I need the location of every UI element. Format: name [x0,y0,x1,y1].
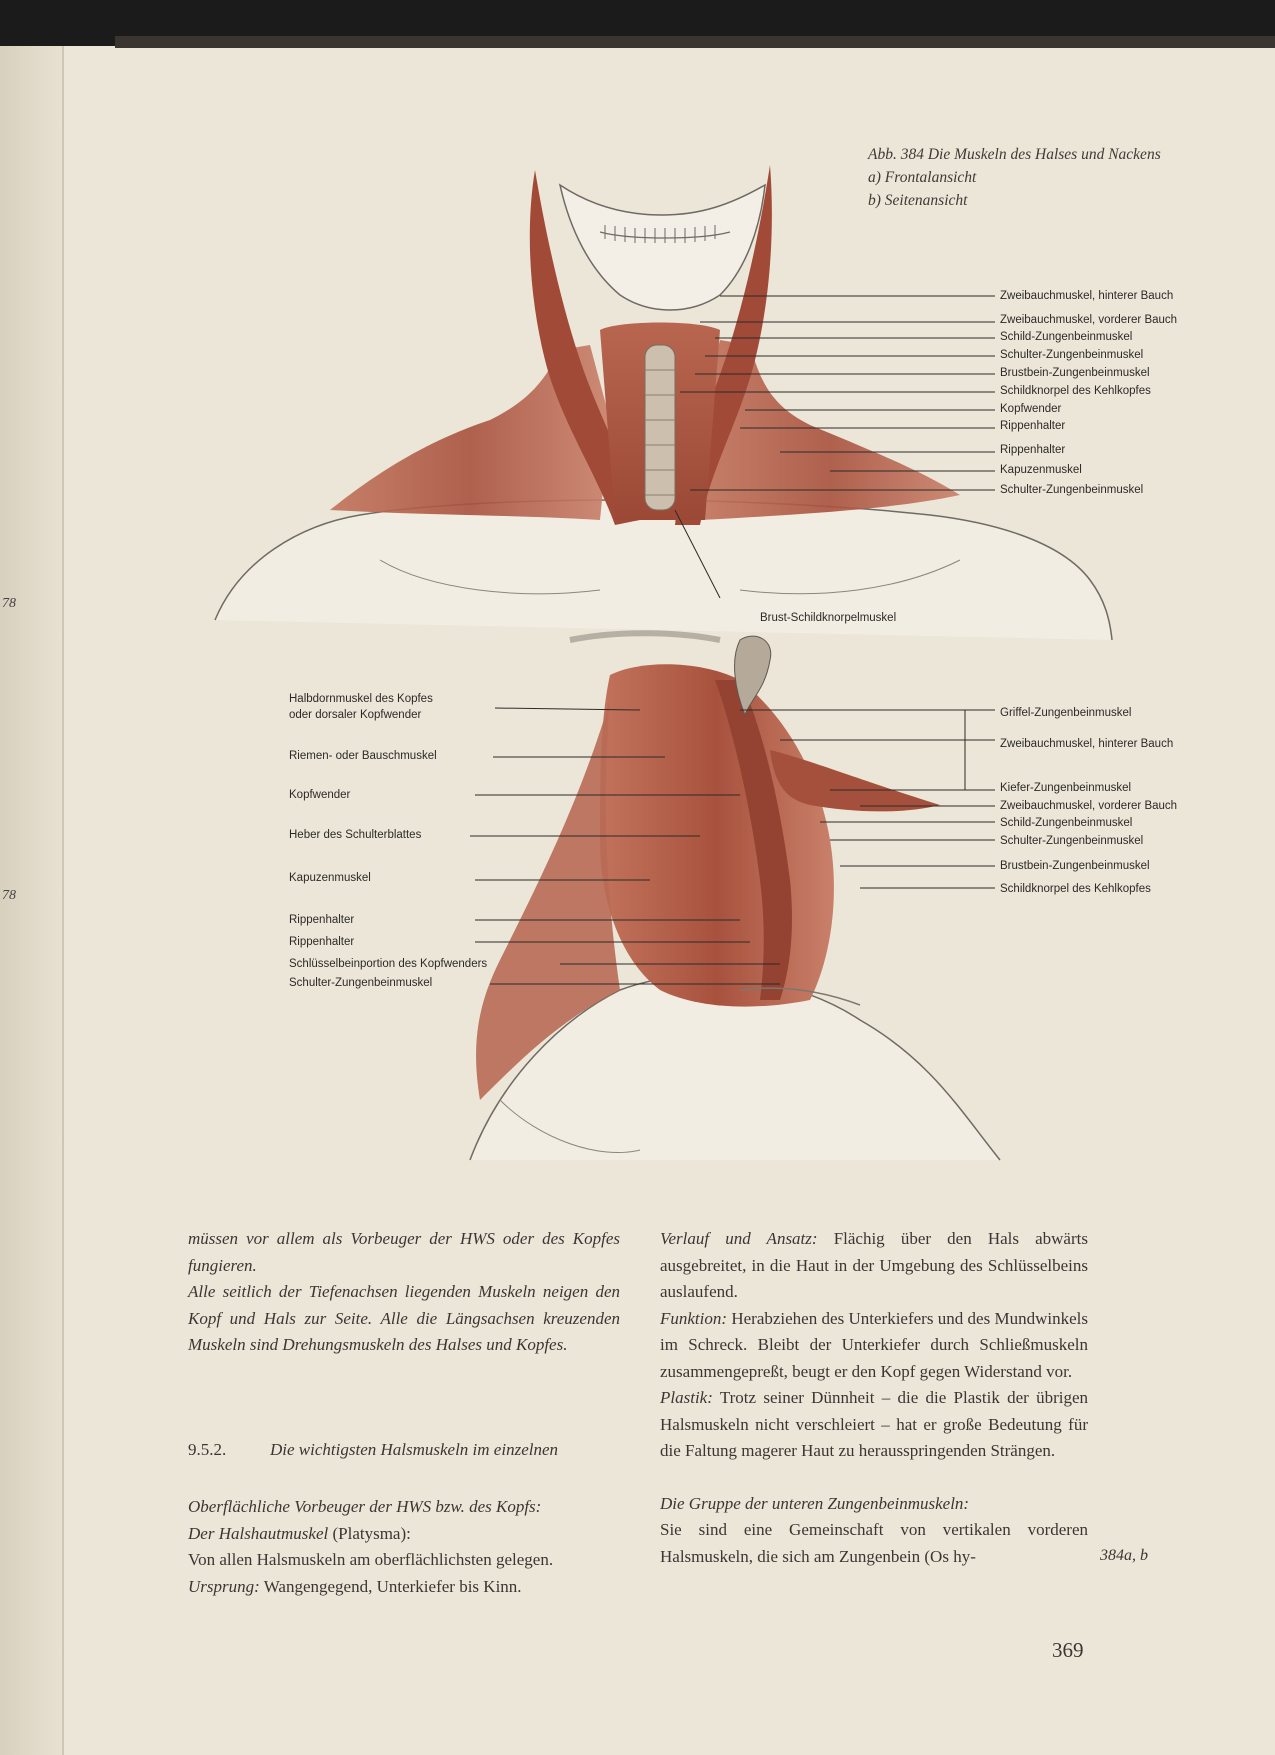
label-a-2: Zweibauchmuskel, vorderer Bauch [1000,314,1178,326]
figure-side-reference: 384a, b [1100,1547,1148,1564]
margin-number-upper: 78 [2,596,16,611]
group-text: Sie sind eine Gemeinschaft von vertikalen vorderen Halsmuskeln, die sich am Zungenbein (Os hy- [660,1520,1088,1566]
label-b-right-7: Brustbein-Zungenbeinmuskel [1000,860,1150,872]
label-b-left-1a: Halbdornmuskel des Kopfes [289,693,433,705]
label-a-7: Kopfwender [1000,403,1062,415]
muscle-latin: (Platysma): [328,1523,411,1543]
label-a-bottom: Brust-Schildknorpelmuskel [760,612,897,624]
label-b-right-8: Schildknorpel des Kehlkopfes [1000,883,1151,895]
label-b-left-3: Kopfwender [289,789,351,801]
left-text-column [188,1226,620,1359]
label-b-right-1: Griffel-Zungenbeinmuskel [1000,707,1132,719]
caption-view-a: a) Frontalansicht [868,169,977,186]
label-a-9: Rippenhalter [1000,444,1066,456]
label-a-10: Kapuzenmuskel [1000,464,1082,476]
origin-text: Wangengegend, Unterkiefer bis Kinn. [259,1576,522,1596]
label-a-11: Schulter-Zungenbeinmuskel [1000,484,1144,496]
label-b-left-1b: oder dorsaler Kopfwender [289,709,422,721]
margin-number-lower: 78 [2,888,16,903]
label-a-1: Zweibauchmuskel, hinterer Bauch [1000,290,1174,302]
course-text: Flächig über den Hals abwärts ausgebreitet, in die Haut in der Umgebung des Schlüsselbeins auslaufend. [660,1229,1088,1301]
caption-title: Abb. 384 Die Muskeln des Halses und Nackens [868,146,1161,163]
page-number: 369 [1052,1638,1084,1662]
function-label: Funktion: [660,1308,728,1328]
section-number: 9.5.2. [188,1440,227,1459]
label-b-left-6: Rippenhalter [289,914,355,926]
paragraph-position: Von allen Halsmuskeln am oberflächlichsten gelegen. [188,1550,554,1569]
origin-label: Ursprung: [188,1576,260,1596]
label-b-right-6: Schulter-Zungenbeinmuskel [1000,835,1144,847]
label-b-right-4: Zweibauchmuskel, vorderer Bauch [1000,800,1178,812]
course-label: Verlauf und Ansatz: [660,1229,818,1248]
label-b-left-2: Riemen- oder Bauschmuskel [289,750,437,762]
plastic-label: Plastik: [660,1388,713,1407]
label-b-right-2: Zweibauchmuskel, hinterer Bauch [1000,738,1174,750]
label-b-left-7: Rippenhalter [289,936,355,948]
figure-b-lateral-view [470,633,1000,1160]
group-heading: Die Gruppe der unteren Zungenbeinmuskeln: [660,1493,970,1513]
label-a-4: Schulter-Zungenbeinmuskel [1000,349,1144,361]
section-title: Die wichtigsten Halsmuskeln im einzelnen [270,1440,559,1459]
label-b-left-8: Schlüsselbeinportion des Kopfwenders [289,958,488,970]
paragraph-lateral-rotators: Alle seitlich der Tiefenachsen liegenden Muskeln neigen den Kopf und Hals zur Seite. Alle die Längsachsen kreuzenden Muskeln sind Drehungsmuskeln des Halses und Kopfes. [188,1282,620,1354]
label-b-left-5: Kapuzenmuskel [289,872,371,884]
section-heading [188,1440,558,1460]
figure-a-frontal-view [215,165,1112,640]
label-b-right-3: Kiefer-Zungenbeinmuskel [1000,782,1132,794]
label-a-6: Schildknorpel des Kehlkopfes [1000,385,1151,397]
label-b-right-5: Schild-Zungenbeinmuskel [1000,817,1133,829]
muscle-name: Der Halshautmuskel [188,1523,329,1543]
left-text-column-lower [188,1494,620,1600]
subheading-superficial-flexors: Oberflächliche Vorbeuger der HWS bzw. des Kopfs: [188,1497,542,1516]
label-b-left-4: Heber des Schulterblattes [289,829,422,841]
caption-view-b: b) Seitenansicht [868,192,968,209]
label-b-left-9: Schulter-Zungenbeinmuskel [289,977,433,989]
function-text: Herabziehen des Unterkiefers und des Mundwinkels im Schreck. Bleibt der Unterkiefer durch Schließmuskeln zusammengepreßt, beugt er den Kopf gegen Widerstand vor. [660,1308,1088,1381]
right-text-column [660,1226,1088,1570]
label-a-3: Schild-Zungenbeinmuskel [1000,331,1133,343]
label-a-5: Brustbein-Zungenbeinmuskel [1000,367,1150,379]
figure-caption [868,143,1161,212]
paragraph-flexors: müssen vor allem als Vorbeuger der HWS oder des Kopfes fungieren. [188,1229,620,1275]
lateral-neck-muscles-shape [600,664,834,1006]
plastic-text: Trotz seiner Dünnheit – die die Plastik der übrigen Halsmuskeln nicht verschleiert – hat er große Bedeutung für die Faltung magerer Haut zu herausspringenden Strängen. [660,1388,1088,1460]
jaw-shape [560,185,765,310]
label-a-8: Rippenhalter [1000,420,1066,432]
